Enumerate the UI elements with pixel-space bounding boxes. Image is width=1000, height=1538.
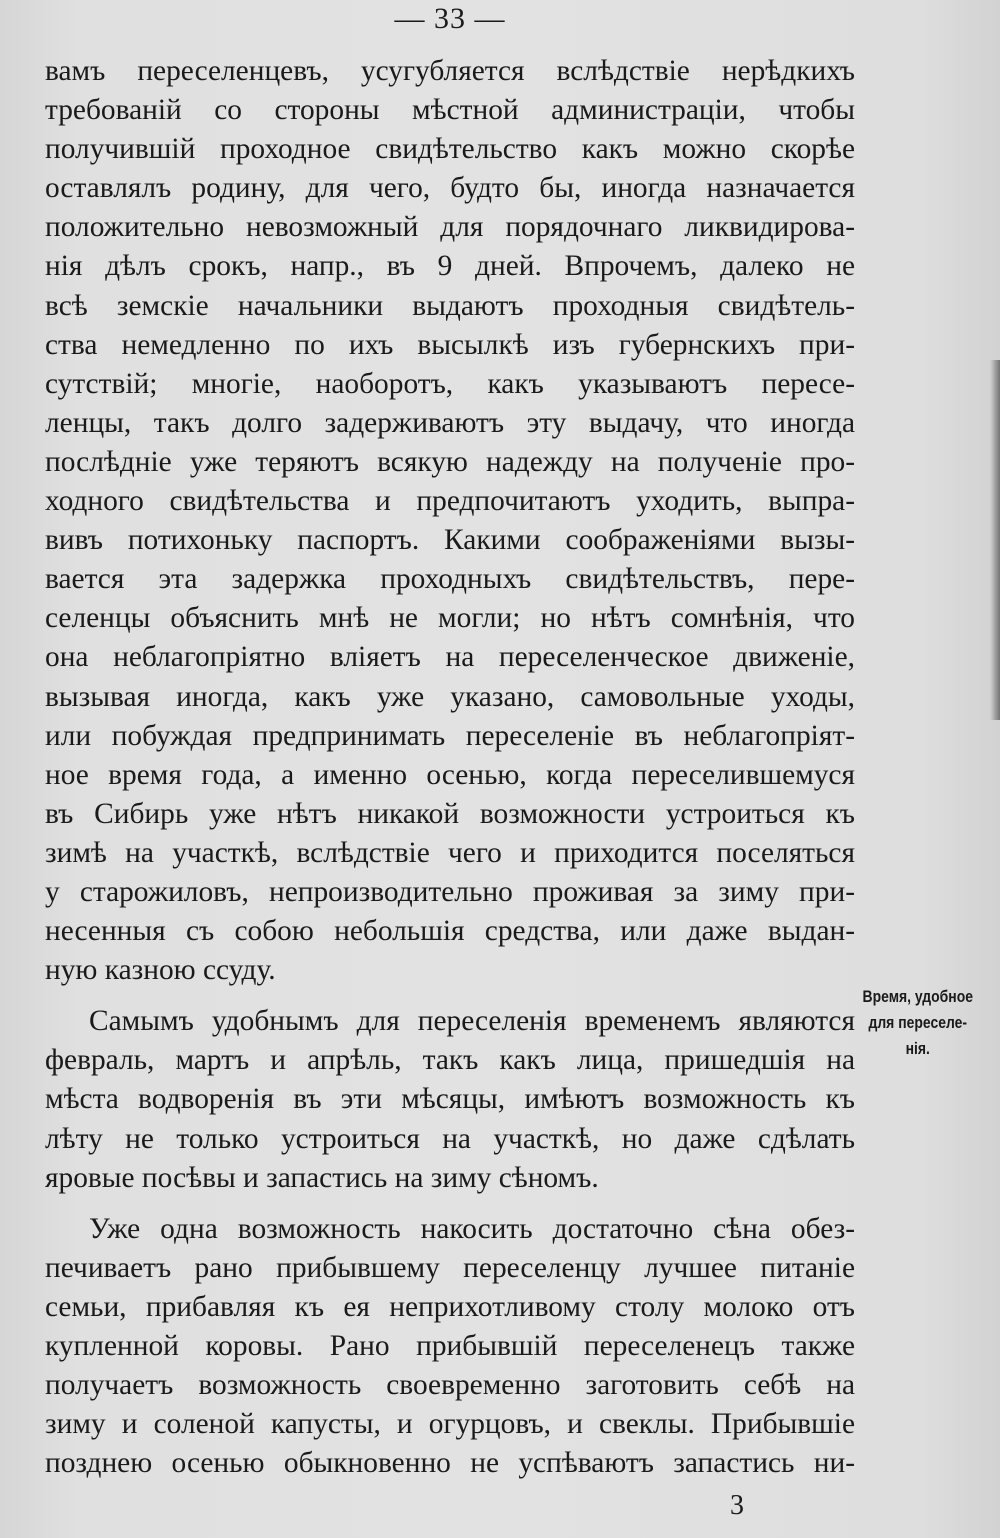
- text-line: ленцы, такъ долго задерживаютъ эту выдачу, что иногда: [45, 406, 855, 439]
- margin-note: [862, 984, 974, 1062]
- page-edge-shadow: [990, 360, 1000, 720]
- margin-note-line: нія.: [905, 1039, 930, 1058]
- text-line: требованій со стороны мѣстной администраціи, чтобы: [45, 94, 855, 127]
- text-line: положительно невозможный для порядочнаго ликвидирова-: [45, 211, 855, 244]
- text-line: вызывая иногда, какъ уже указано, самовольные уходы,: [45, 680, 855, 713]
- text-line: ную казною ссуду.: [45, 954, 276, 987]
- text-line: ходного свидѣтельства и предпочитаютъ уходить, выпра-: [45, 485, 855, 518]
- text-line: вается эта задержка проходныхъ свидѣтельствъ, пере-: [45, 563, 855, 596]
- margin-note-line: Время, удобное: [862, 987, 973, 1006]
- paragraph-1: [45, 52, 855, 990]
- text-line: получаетъ возможность своевременно заготовить себѣ на: [45, 1369, 855, 1402]
- text-line: или побуждая предпринимать переселеніе въ неблагопріят-: [45, 719, 855, 752]
- text-line: февраль, мартъ и апрѣль, такъ какъ лица, пришедшія на: [45, 1044, 855, 1077]
- text-line: нія дѣлъ срокъ, напр., въ 9 дней. Впрочемъ, далеко не: [45, 250, 855, 283]
- body-text: [45, 52, 855, 1483]
- text-line: зиму и соленой капусты, и огурцовъ, и свеклы. Прибывшіе: [45, 1408, 855, 1441]
- text-line: ное время года, а именно осенью, когда переселившемуся: [45, 758, 855, 791]
- text-line: селенцы объяснить мнѣ не могли; но нѣтъ сомнѣнія, что: [45, 602, 855, 635]
- text-line: сутствій; многіе, наоборотъ, какъ указываютъ пересе-: [45, 367, 855, 400]
- margin-note-line: для переселе-: [868, 1013, 968, 1032]
- text-line: мѣста водворенія въ эти мѣсяцы, имѣютъ возможность къ: [45, 1083, 855, 1116]
- text-line: всѣ земскіе начальники выдаютъ проходныя свидѣтель-: [45, 289, 855, 322]
- paragraph-3: [45, 1210, 855, 1484]
- text-line: послѣдніе уже теряютъ всякую надежду на полученіе про-: [45, 445, 855, 478]
- text-line: семьи, прибавляя къ ея неприхотливому столу молоко отъ: [45, 1290, 855, 1323]
- text-line: получившій проходное свидѣтельство какъ можно скорѣе: [45, 133, 855, 166]
- text-line: несенныя съ собою небольшія средства, или даже выдан-: [45, 915, 855, 948]
- text-line: у старожиловъ, непроизводительно проживая за зиму при-: [45, 875, 855, 908]
- text-line: Самымъ удобнымъ для переселенія временемъ являются: [89, 1005, 855, 1038]
- text-line: вивъ потихоньку паспортъ. Какими соображеніями вызы-: [45, 524, 855, 557]
- text-line: позднею осенью обыкновенно не успѣваютъ запастись ни-: [45, 1447, 855, 1480]
- paragraph-2: [45, 1002, 855, 1197]
- page-number: — 33 —: [394, 2, 506, 35]
- signature-mark: 3: [730, 1490, 744, 1521]
- text-line: зимѣ на участкѣ, вслѣдствіе чего и приходится поселяться: [45, 836, 855, 869]
- text-line: печиваетъ рано прибывшему переселенцу лучшее питаніе: [45, 1251, 855, 1284]
- text-line: въ Сибирь уже нѣтъ никакой возможности устроиться къ: [45, 797, 855, 830]
- text-line: лѣту не только устроиться на участкѣ, но даже сдѣлать: [45, 1122, 855, 1155]
- text-line: ства немедленно по ихъ высылкѣ изъ губернскихъ при-: [45, 328, 855, 361]
- text-line: оставлялъ родину, для чего, будто бы, иногда назначается: [45, 172, 855, 205]
- text-line: яровые посѣвы и запастись на зиму сѣномъ.: [45, 1161, 599, 1194]
- text-line: Уже одна возможность накосить достаточно сѣна обез-: [89, 1212, 855, 1245]
- text-line: купленной коровы. Рано прибывшій переселенецъ также: [45, 1330, 855, 1362]
- text-line: вамъ переселенцевъ, усугубляется вслѣдствіе нерѣдкихъ: [45, 55, 855, 87]
- text-line: она неблагопріятно вліяетъ на переселенческое движеніе,: [45, 641, 855, 674]
